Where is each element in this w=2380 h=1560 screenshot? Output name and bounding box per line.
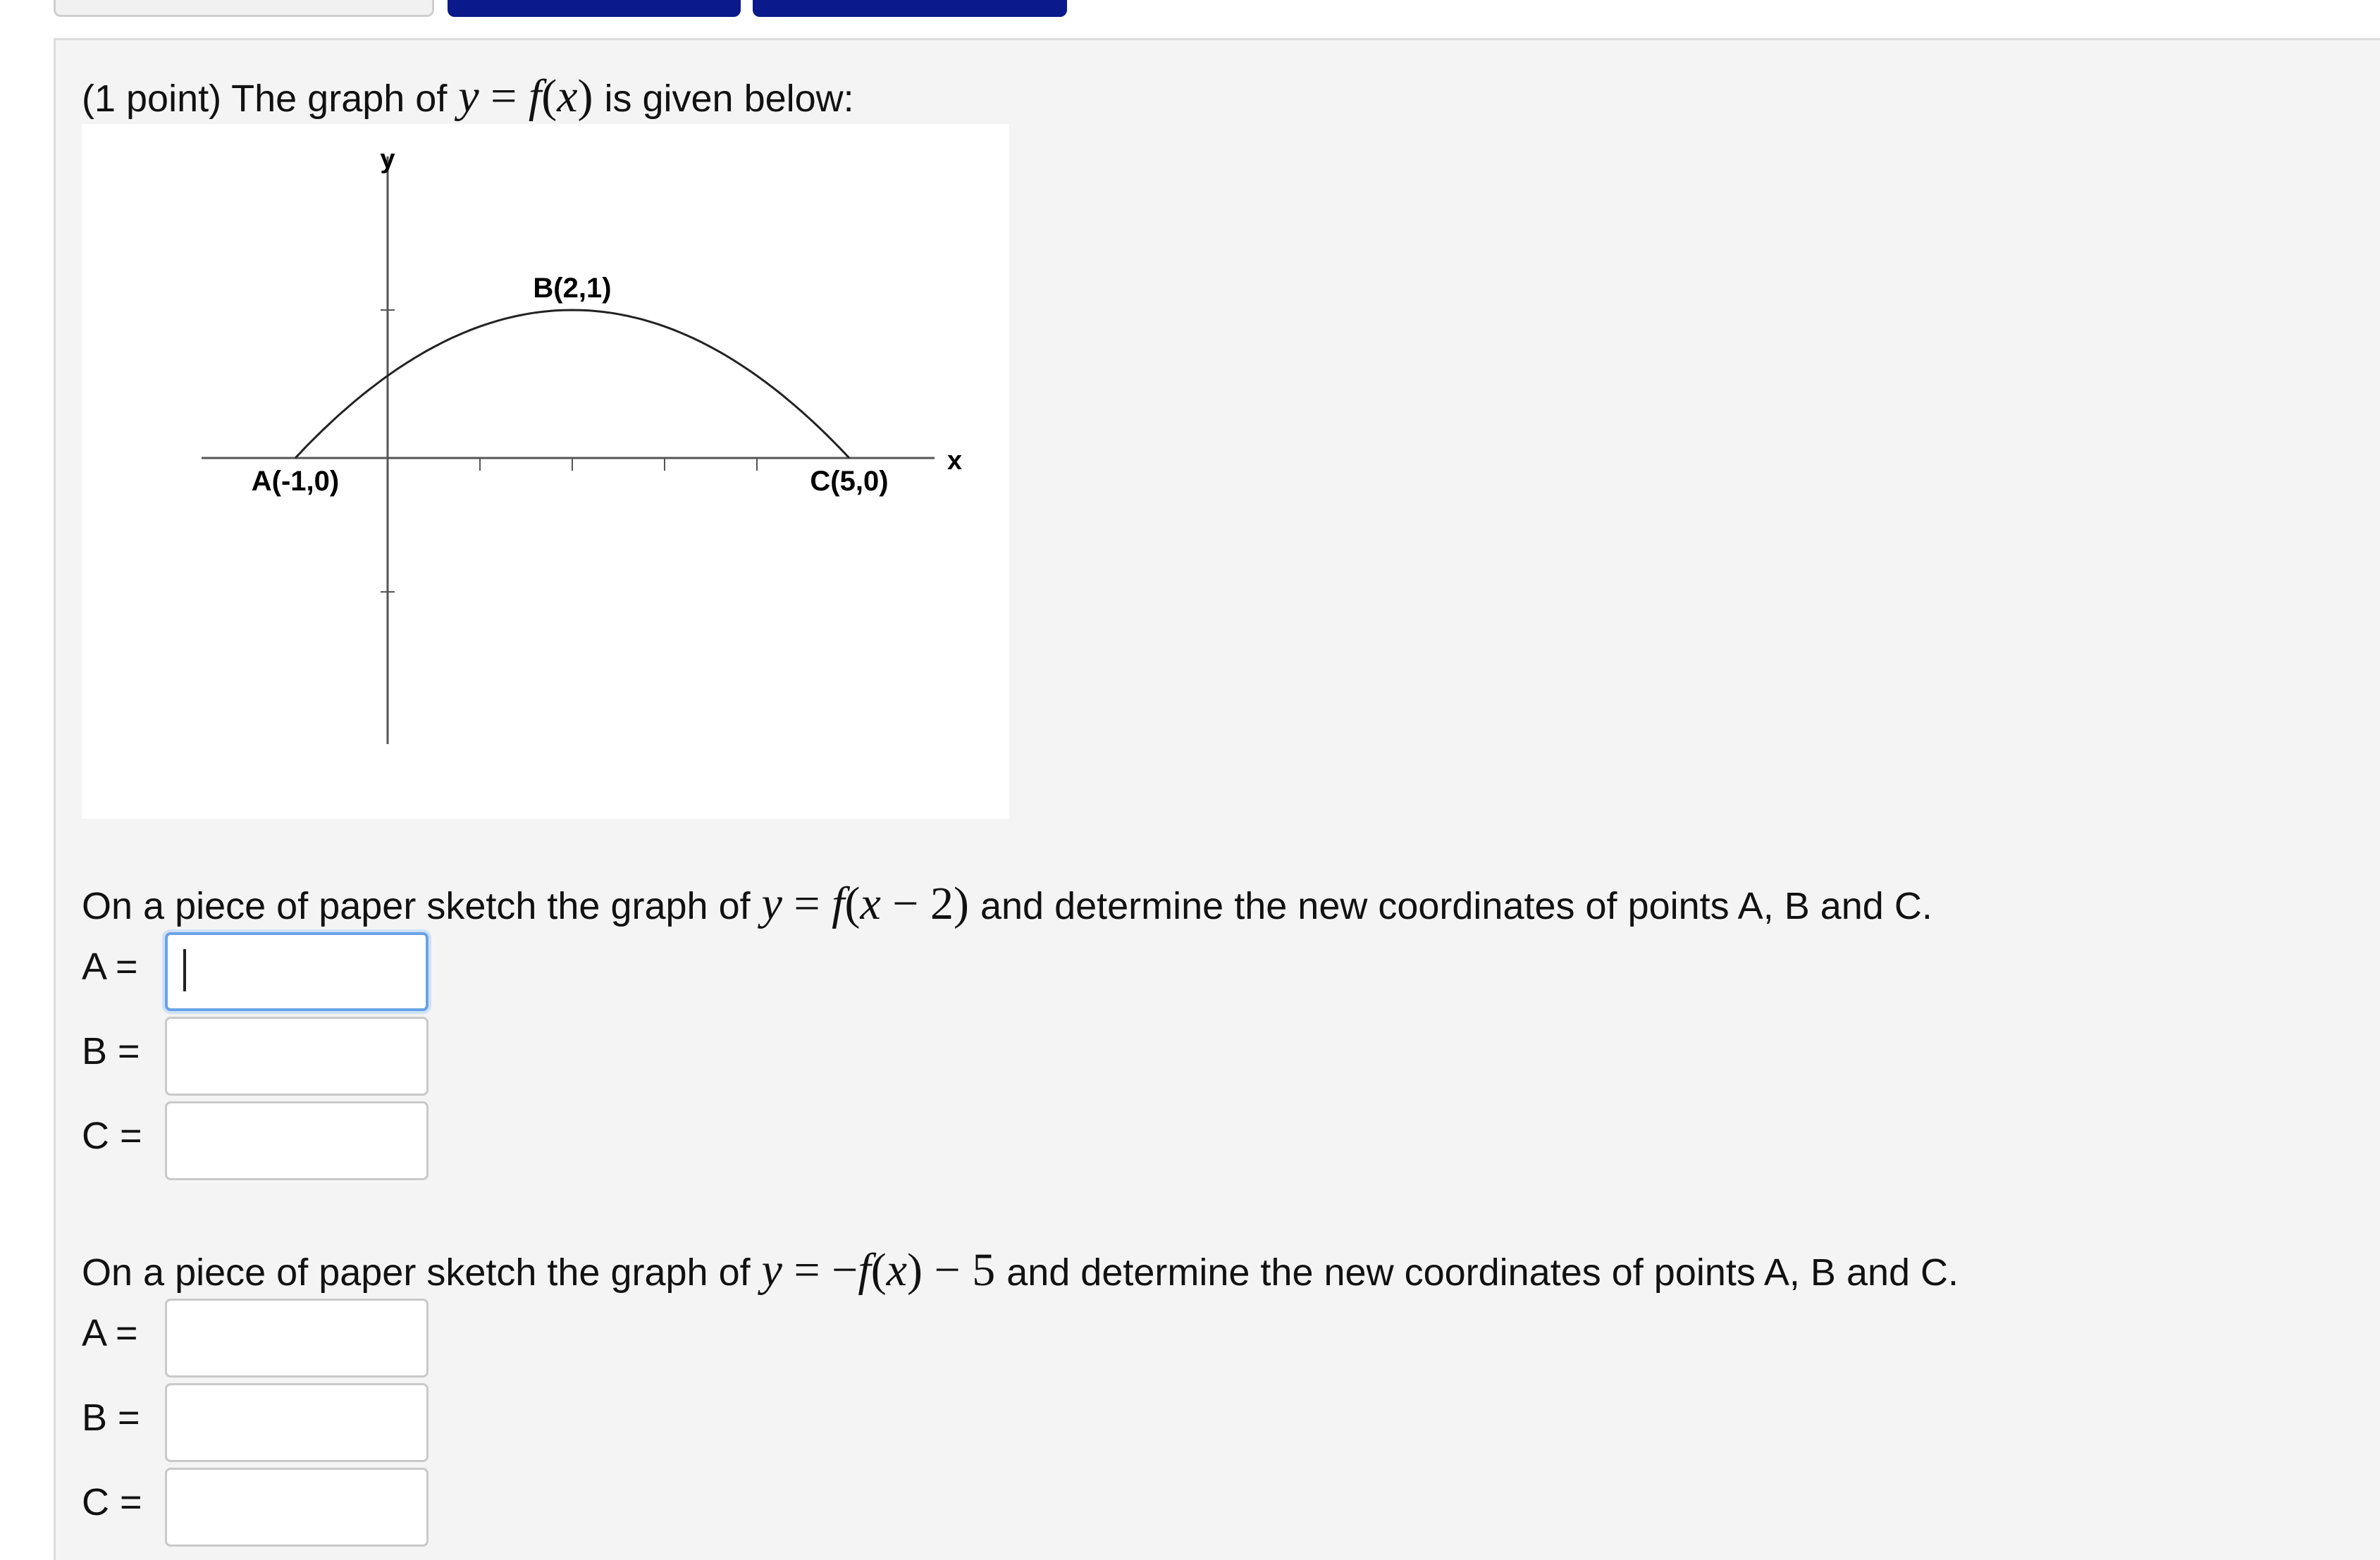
part1-b-input[interactable] [165,1017,428,1096]
part2-prefix: On a piece of paper sketch the graph of [82,1251,751,1294]
problem-panel [54,38,2380,1560]
part2-b-input[interactable] [165,1383,428,1462]
part2-c-label: C = [82,1481,142,1523]
part1-c-label: C = [82,1115,142,1157]
part2-formula: y = −f(x) − 5 [761,1244,996,1296]
submit-button[interactable] [448,0,741,17]
part1-formula: y = f(x − 2) [761,878,969,929]
part1-a-label: A = [82,946,138,988]
point-a-label: A(-1,0) [251,466,340,497]
part2-a-label: A = [82,1312,138,1354]
point-c-label: C(5,0) [810,466,889,497]
intro-suffix: is given below: [604,78,854,120]
intro-formula: y = f(x) [458,70,593,122]
part2-c-input[interactable] [165,1468,428,1547]
curve-f [295,310,849,458]
preview-button[interactable] [753,0,1067,17]
part1-instructions [82,877,1932,931]
part1-b-label: B = [82,1030,140,1072]
text-caret [165,932,428,1011]
function-graph [82,124,1009,819]
axis-ticks [381,310,757,592]
graph-svg [82,124,1009,819]
problem-intro [82,70,854,123]
part2-a-input[interactable] [165,1299,428,1378]
part2-instructions [82,1244,1959,1297]
part1-suffix: and determine the new coordinates of points A, B and C. [980,885,1932,927]
part1-c-input[interactable] [165,1101,428,1180]
part2-b-label: B = [82,1397,140,1439]
x-axis-label: x [947,446,963,476]
intro-prefix: (1 point) The graph of [82,78,448,120]
part1-prefix: On a piece of paper sketch the graph of [82,885,751,927]
toolbar [0,0,2380,21]
part2-suffix: and determine the new coordinates of points A, B and C. [1006,1251,1959,1294]
point-b-label: B(2,1) [533,273,612,304]
previous-button[interactable] [54,0,434,17]
y-axis-label: y [380,144,395,174]
